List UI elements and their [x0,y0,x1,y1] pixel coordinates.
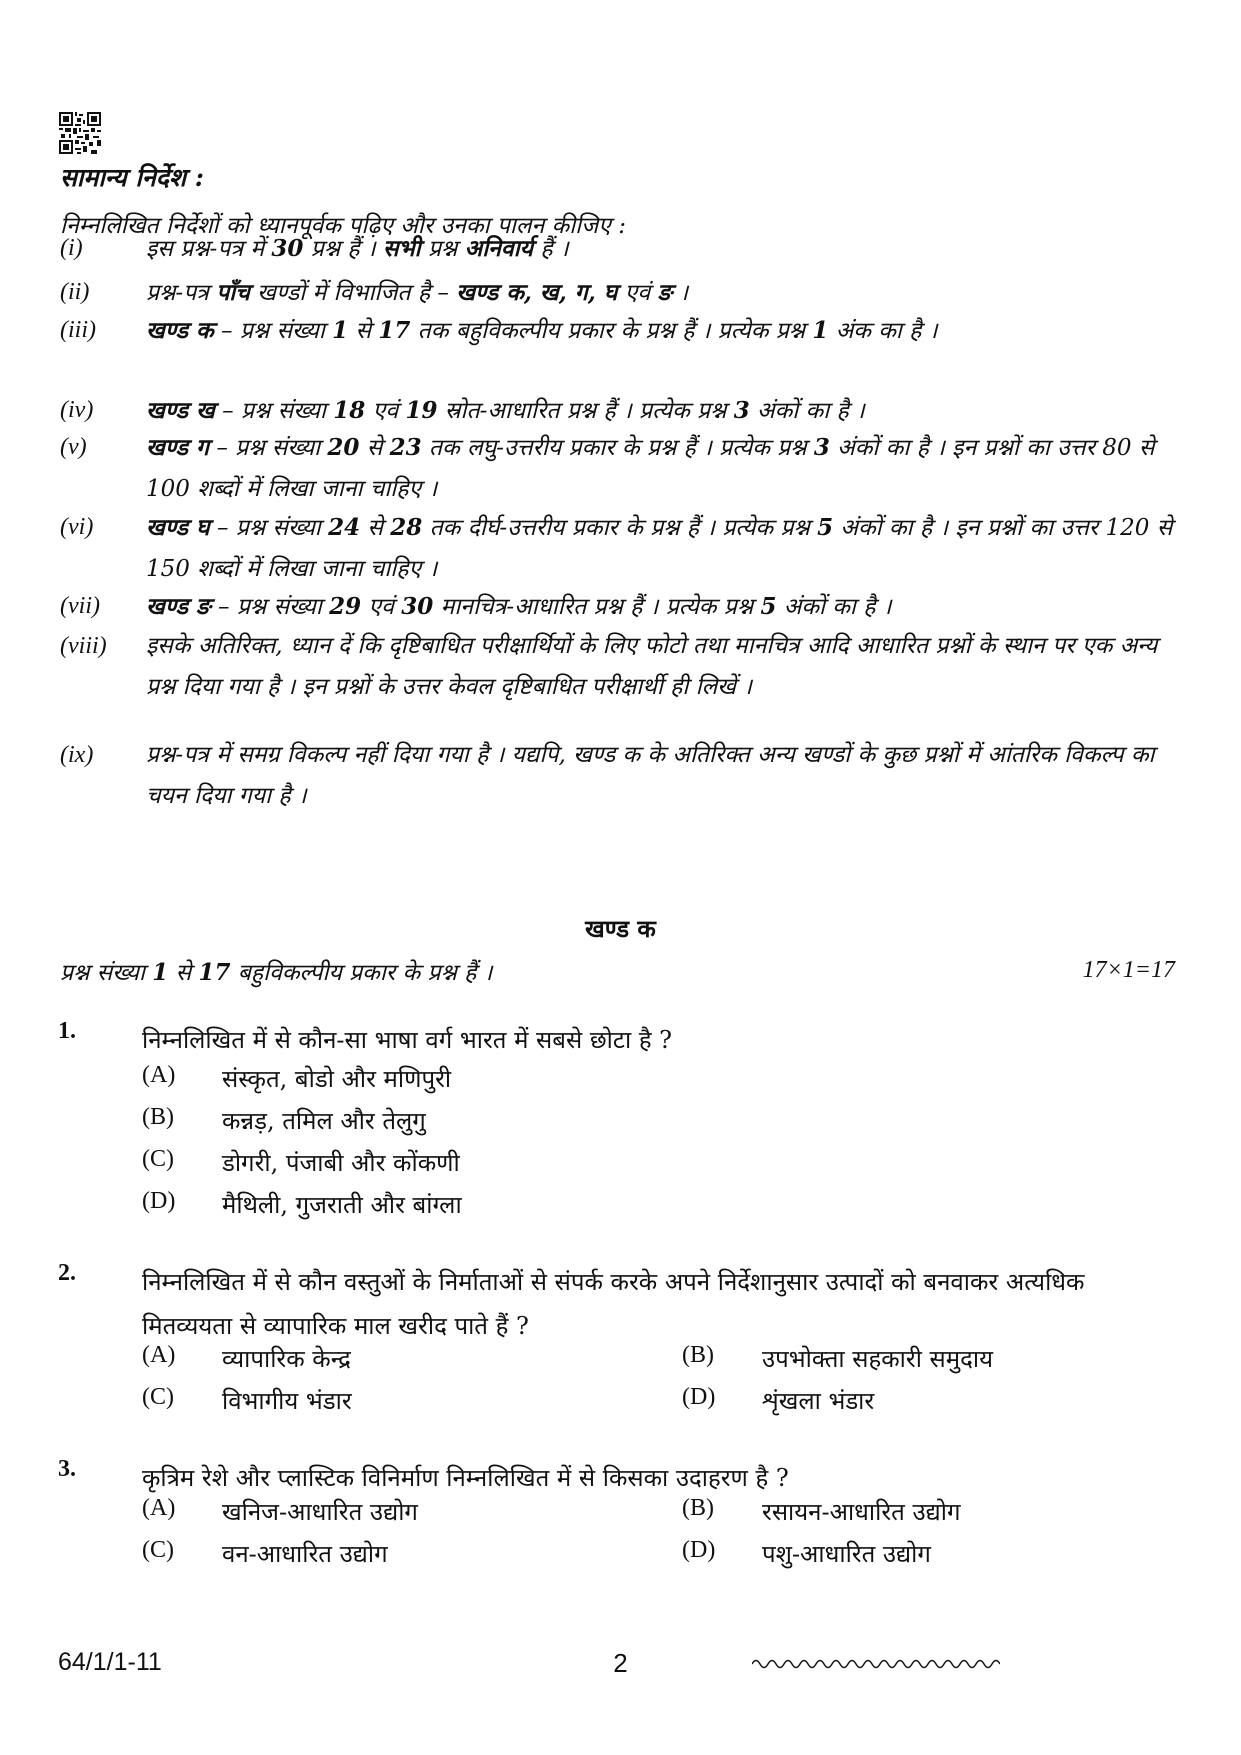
instruction-text [146,390,1182,432]
instruction-fragment: तक दीर्घ-उत्तरीय प्रकार के प्रश्न हैं । प्रत्येक प्रश्न [422,515,818,541]
instruction-emphasis: अनिवार्य [464,235,534,262]
option-value: शृंखला भंडार [762,1387,875,1415]
instruction-fragment: एवं [361,594,402,620]
instruction-fragment: अंकों का है । [749,398,865,424]
option-label: (B) [682,1342,714,1368]
instruction-number: (viii) [60,633,107,659]
paper-code: 64/1/1-11 [58,1648,162,1676]
option-label: (D) [142,1188,176,1214]
section-subtitle: प्रश्न संख्या 1 से 17 बहुविकल्पीय प्रकार के प्रश्न हैं । [60,959,493,986]
option-label: (C) [142,1537,174,1563]
option-label: (C) [142,1146,174,1172]
instruction-number: (v) [60,434,87,460]
instruction-fragment: प्रश्न [420,236,465,262]
instruction-emphasis: खण्ड क [146,317,214,344]
instruction-text [146,272,1182,314]
option-value: उपभोक्ता सहकारी समुदाय [762,1345,993,1373]
option-value: विभागीय भंडार [222,1387,352,1415]
qr-code-icon [58,112,102,154]
option-label: (D) [682,1537,716,1563]
instruction-fragment: से [360,515,391,541]
instruction-text [146,507,1182,590]
option-value: खनिज-आधारित उद्योग [222,1498,418,1526]
question-text: कृत्रिम रेशे और प्लास्टिक विनिर्माण निम्नलिखित में से किसका उदाहरण है ? [142,1464,789,1492]
option-label: (B) [142,1104,174,1130]
instruction-fragment: – प्रश्न संख्या [209,435,328,461]
wavy-line-decoration [752,1656,1000,1672]
instruction-number: (vi) [60,514,94,540]
question-number: 3. [58,1456,76,1482]
instruction-text [146,310,1182,352]
option-value: कन्नड़, तमिल और तेलुगु [222,1107,426,1135]
instruction-fragment: । [672,280,689,306]
instruction-text [146,427,1182,510]
instruction-emphasis: 3 [733,397,750,424]
instruction-fragment: प्रश्न-पत्र [146,280,217,306]
instruction-emphasis: 20 [327,434,360,461]
instruction-emphasis: 5 [760,593,777,620]
instruction-fragment: अंक का है । [828,318,938,344]
instruction-emphasis: 18 [333,397,366,424]
instruction-emphasis: 30 [271,235,304,262]
instruction-emphasis: खण्ड क, ख, ग, घ [456,279,618,306]
page-number: 2 [613,1648,628,1678]
instruction-fragment: स्रोत-आधारित प्रश्न हैं । प्रत्येक प्रश्न [437,398,734,424]
instruction-fragment: तक लघु-उत्तरीय प्रकार के प्रश्न हैं । प्रत्येक प्रश्न [421,435,814,461]
instruction-text [146,626,1182,708]
instruction-fragment: एवं [617,280,658,306]
instruction-text [146,586,1182,628]
instruction-fragment: – प्रश्न संख्या [209,515,329,541]
instruction-emphasis: खण्ड ग [146,434,210,461]
instruction-text [146,228,1182,270]
instruction-fragment: हैं । [533,236,569,262]
instruction-fragment: – प्रश्न संख्या [214,398,334,424]
instruction-emphasis: 28 [390,514,423,541]
option-label: (D) [682,1384,716,1410]
instruction-fragment: – प्रश्न संख्या [213,318,333,344]
instruction-emphasis: पाँच [216,279,250,306]
question-text: निम्नलिखित में से कौन वस्तुओं के निर्माताओं से संपर्क करके अपने निर्देशानुसार उत्पादों को बनवाकर अत्यधिक मितव्ययता से व्यापारिक माल खरीद पाते हैं ? [142,1268,1085,1340]
question-number: 1. [58,1018,76,1044]
instruction-number: (ii) [60,279,90,305]
instruction-emphasis: ङ [657,279,673,306]
option-value: पशु-आधारित उद्योग [762,1540,931,1568]
instruction-number: (vii) [60,593,100,619]
instruction-emphasis: 1 [812,317,829,344]
instruction-emphasis: 29 [329,593,362,620]
general-instructions-intro: निम्नलिखित निर्देशों को ध्यानपूर्वक पढ़िए और उनका पालन कीजिए : [60,213,626,239]
instruction-fragment: से [359,435,390,461]
instruction-emphasis: खण्ड ख [146,397,215,424]
instruction-emphasis: सभी [382,235,421,262]
option-value: वन-आधारित उद्योग [222,1540,388,1568]
instruction-number: (iii) [60,317,96,343]
instruction-emphasis: 30 [401,593,434,620]
instruction-fragment: तक बहुविकल्पीय प्रकार के प्रश्न हैं । प्रत्येक प्रश्न [410,318,813,344]
instruction-fragment: अंकों का है । इन प्रश्नों का उत्तर 80 से 100 शब्दों में लिखा जाना चाहिए । [146,435,1155,502]
instruction-number: (iv) [60,397,94,423]
instruction-number: (ix) [60,742,94,768]
instruction-fragment: से [348,318,379,344]
instruction-emphasis: 3 [813,434,830,461]
instruction-emphasis: 23 [389,434,422,461]
section-marks: 17×1=17 [1082,957,1175,983]
general-instructions-heading: सामान्य निर्देश : [60,163,204,192]
instruction-emphasis: 17 [378,317,411,344]
instruction-fragment: इस प्रश्न-पत्र में [146,236,272,262]
instruction-fragment: एवं [365,398,406,424]
instruction-text [146,735,1182,817]
instruction-emphasis: 24 [328,514,361,541]
question-number: 2. [58,1260,76,1286]
option-value: डोगरी, पंजाबी और कोंकणी [222,1149,460,1177]
option-value: रसायन-आधारित उद्योग [762,1498,961,1526]
instruction-fragment: खण्डों में विभाजित है – [249,280,457,306]
question-text: निम्नलिखित में से कौन-सा भाषा वर्ग भारत में सबसे छोटा है ? [142,1026,673,1054]
instruction-fragment: इसके अतिरिक्त, ध्यान दें कि दृष्टिबाधित परीक्षार्थियों के लिए फोटो तथा मानचित्र आदि आधारित प्रश्नों के स्थान पर एक अन्य प्रश्न दिया गया है । इन प्रश्नों के उत्तर केवल दृष्टिबाधित परीक्षार्थी ही लिखें । [146,633,1158,700]
option-label: (A) [142,1342,176,1368]
instruction-fragment: मानचित्र-आधारित प्रश्न हैं । प्रत्येक प्रश्न [433,594,761,620]
option-label: (A) [142,1062,176,1088]
instruction-fragment: प्रश्न हैं । [303,236,383,262]
instruction-emphasis: 5 [817,514,834,541]
instruction-emphasis: खण्ड घ [146,514,210,541]
instruction-number: (i) [60,235,83,261]
instruction-fragment: अंकों का है । [776,594,892,620]
section-title: खण्ड क [585,914,656,943]
option-label: (B) [682,1495,714,1521]
instruction-fragment: प्रश्न-पत्र में समग्र विकल्प नहीं दिया गया है । यद्यपि, खण्ड क के अतिरिक्त अन्य खण्डों के कुछ प्रश्नों में आंतरिक विकल्प का चयन दिया गया है । [146,742,1155,809]
option-value: संस्कृत, बोडो और मणिपुरी [222,1065,452,1093]
option-value: व्यापारिक केन्द्र [222,1345,351,1373]
instruction-emphasis: 19 [405,397,438,424]
option-label: (C) [142,1384,174,1410]
option-label: (A) [142,1495,176,1521]
instruction-emphasis: 1 [332,317,349,344]
instruction-fragment: – प्रश्न संख्या [210,594,330,620]
instruction-emphasis: खण्ड ङ [146,593,211,620]
instruction-fragment: अंकों का है । इन प्रश्नों का उत्तर 120 से 150 शब्दों में लिखा जाना चाहिए । [146,515,1173,582]
option-value: मैथिली, गुजराती और बांग्ला [222,1191,462,1219]
